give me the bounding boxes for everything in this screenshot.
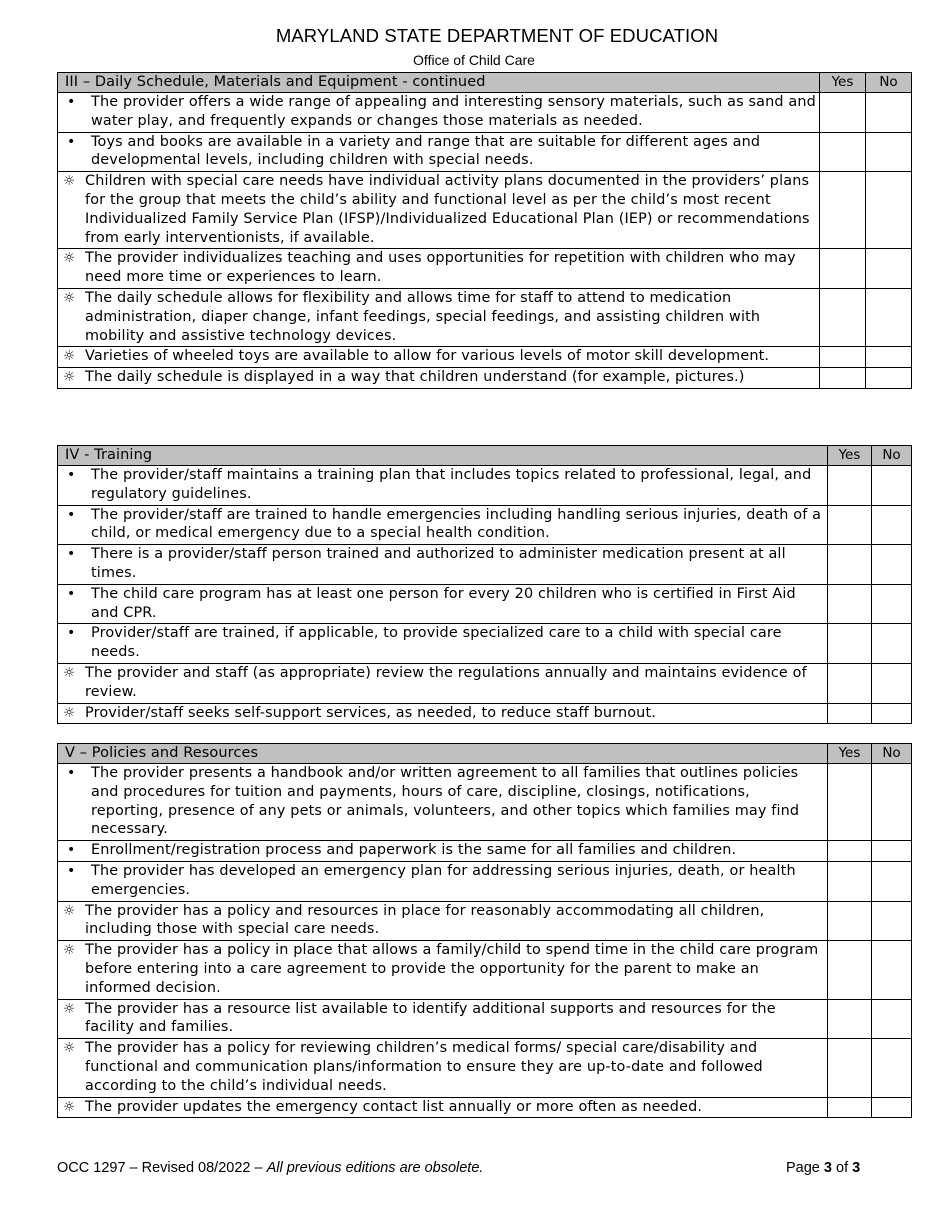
page-label: Page xyxy=(786,1160,820,1176)
bullet-icon: • xyxy=(67,94,76,110)
no-checkbox-cell[interactable] xyxy=(872,901,912,941)
no-checkbox-cell[interactable] xyxy=(866,368,912,389)
section-title-cell xyxy=(58,744,828,764)
requirement-item xyxy=(58,624,827,663)
yes-checkbox-cell[interactable] xyxy=(828,764,872,841)
sun-icon: ☼ xyxy=(63,704,76,721)
sun-icon: ☼ xyxy=(63,664,76,681)
page-total: 3 xyxy=(852,1160,861,1176)
requirement-cell xyxy=(58,764,828,841)
section-header-row xyxy=(58,73,912,93)
yes-column-header: Yes xyxy=(828,446,872,466)
no-checkbox-cell[interactable] xyxy=(872,764,912,841)
requirement-text: The provider presents a handbook and/or written agreement to all families that outlines policies and procedures for tuition and payments, hours of care, discipline, closings, notifications, reporting, presence of any pets or animals, volunteers, and other topics which families may find necessary. xyxy=(91,765,800,838)
section-table-v xyxy=(57,743,912,1118)
section-table-iv xyxy=(57,445,912,724)
bullet-icon: • xyxy=(67,842,76,859)
requirement-text: The provider individualizes teaching and uses opportunities for repetition with children who may need more time or experiences to learn. xyxy=(85,250,796,286)
requirement-text: Toys and books are available in a variety and range that are suitable for different ages and developmental levels, including children with special needs. xyxy=(91,133,761,169)
form-id: OCC 1297 – Revised 08/2022 – xyxy=(57,1160,263,1176)
requirement-cell xyxy=(58,347,820,368)
requirement-item xyxy=(58,133,819,172)
requirement-item xyxy=(58,841,827,861)
requirement-item xyxy=(58,764,827,840)
requirement-cell xyxy=(58,624,828,664)
requirement-text: Provider/staff seeks self-support services, as needed, to reduce staff burnout. xyxy=(85,704,656,721)
section-title: V – Policies and Resources xyxy=(65,745,259,761)
requirement-cell xyxy=(58,901,828,941)
section-header-row xyxy=(58,446,912,466)
requirement-item xyxy=(58,368,819,388)
yes-checkbox-cell[interactable] xyxy=(820,368,866,389)
no-checkbox-cell[interactable] xyxy=(872,663,912,703)
yes-checkbox-cell[interactable] xyxy=(828,703,872,724)
page-number xyxy=(786,1160,860,1176)
bullet-icon: • xyxy=(67,862,76,879)
checklist-row xyxy=(58,999,912,1039)
sun-icon: ☼ xyxy=(63,942,76,959)
no-checkbox-cell[interactable] xyxy=(866,172,912,249)
sun-icon: ☼ xyxy=(63,1000,76,1017)
section-title: IV - Training xyxy=(65,447,153,463)
requirement-item xyxy=(58,249,819,288)
no-column-header: No xyxy=(872,744,912,764)
no-checkbox-cell[interactable] xyxy=(866,288,912,346)
requirement-text: The provider/staff are trained to handle emergencies including handling serious injuries, death of a child, or medical emergency due to a special health condition. xyxy=(91,506,822,542)
yes-checkbox-cell[interactable] xyxy=(828,584,872,624)
section-header-row xyxy=(58,744,912,764)
checklist-row xyxy=(58,132,912,172)
requirement-text: The provider updates the emergency contact list annually or more often as needed. xyxy=(85,1098,703,1115)
requirement-item xyxy=(58,347,819,367)
requirement-cell xyxy=(58,505,828,545)
no-checkbox-cell[interactable] xyxy=(866,249,912,289)
yes-checkbox-cell[interactable] xyxy=(828,663,872,703)
yes-checkbox-cell[interactable] xyxy=(828,941,872,999)
requirement-text: The provider has a policy in place that allows a family/child to spend time in the child care program before entering into a care agreement to provide the opportunity for the parent to make an informed decision. xyxy=(85,942,819,996)
requirement-text: The provider has a resource list available to identify additional supports and resources for the facility and families. xyxy=(85,1000,776,1036)
checklist-row xyxy=(58,841,912,862)
no-checkbox-cell[interactable] xyxy=(872,545,912,585)
bullet-icon: • xyxy=(67,506,76,523)
requirement-cell xyxy=(58,861,828,901)
yes-checkbox-cell[interactable] xyxy=(820,172,866,249)
checklist-row xyxy=(58,1039,912,1097)
sun-icon: ☼ xyxy=(63,1040,76,1057)
yes-column-header: Yes xyxy=(828,744,872,764)
requirement-cell xyxy=(58,663,828,703)
requirement-text: The provider has a policy for reviewing children’s medical forms/ special care/disability and functional and communication plans/information to ensure they are up-to-date and followed according to the child’s individual needs. xyxy=(85,1040,763,1094)
requirement-item xyxy=(58,941,827,998)
requirement-text: The provider has developed an emergency plan for addressing serious injuries, death, or health emergencies. xyxy=(91,862,796,898)
requirement-text: The provider offers a wide range of appealing and interesting sensory materials, such as sand and water play, and frequently expands or changes those materials as needed. xyxy=(91,94,816,129)
section-title: III – Daily Schedule, Materials and Equipment - continued xyxy=(65,74,486,90)
requirement-cell xyxy=(58,172,820,249)
checklist-row xyxy=(58,663,912,703)
checklist-row xyxy=(58,584,912,624)
no-checkbox-cell[interactable] xyxy=(872,584,912,624)
requirement-item xyxy=(58,545,827,584)
no-checkbox-cell[interactable] xyxy=(872,1097,912,1118)
requirement-text: The daily schedule is displayed in a way that children understand (for example, pictures.) xyxy=(85,369,745,386)
requirement-cell xyxy=(58,132,820,172)
yes-checkbox-cell[interactable] xyxy=(828,545,872,585)
bullet-icon: • xyxy=(67,133,76,150)
no-checkbox-cell[interactable] xyxy=(872,841,912,862)
yes-checkbox-cell[interactable] xyxy=(828,624,872,664)
yes-checkbox-cell[interactable] xyxy=(820,132,866,172)
sun-icon: ☼ xyxy=(63,348,76,365)
requirement-item xyxy=(58,902,827,941)
yes-checkbox-cell[interactable] xyxy=(828,1039,872,1097)
sun-icon: ☼ xyxy=(63,1098,76,1115)
requirement-text: Provider/staff are trained, if applicable, to provide specialized care to a child with special care needs. xyxy=(91,625,782,661)
requirement-cell xyxy=(58,1039,828,1097)
requirement-text: The child care program has at least one person for every 20 children who is certified in First Aid and CPR. xyxy=(91,585,796,621)
requirement-text: Varieties of wheeled toys are available to allow for various levels of motor skill development. xyxy=(85,348,770,365)
no-checkbox-cell[interactable] xyxy=(872,624,912,664)
requirement-item xyxy=(58,172,819,248)
sun-icon: ☼ xyxy=(63,173,76,190)
checklist-row xyxy=(58,466,912,506)
no-column-header: No xyxy=(872,446,912,466)
checklist-row xyxy=(58,249,912,289)
checklist-row xyxy=(58,1097,912,1118)
requirement-cell xyxy=(58,941,828,999)
requirement-item xyxy=(58,1098,827,1118)
form-revision-footer xyxy=(57,1160,483,1176)
requirement-item xyxy=(58,585,827,624)
requirement-cell xyxy=(58,545,828,585)
sun-icon: ☼ xyxy=(63,369,76,386)
requirement-item xyxy=(58,704,827,724)
requirement-text: There is a provider/staff person trained and authorized to administer medication present at all times. xyxy=(91,546,786,581)
no-checkbox-cell[interactable] xyxy=(872,505,912,545)
requirement-item xyxy=(58,93,819,132)
bullet-icon: • xyxy=(67,467,76,483)
yes-checkbox-cell[interactable] xyxy=(820,249,866,289)
yes-column-header: Yes xyxy=(820,73,866,93)
checklist-row xyxy=(58,93,912,133)
requirement-cell xyxy=(58,584,828,624)
checklist-row xyxy=(58,901,912,941)
yes-checkbox-cell[interactable] xyxy=(828,841,872,862)
checklist-row xyxy=(58,368,912,389)
no-checkbox-cell[interactable] xyxy=(872,861,912,901)
page-current: 3 xyxy=(823,1160,832,1176)
obsolete-note: All previous editions are obsolete. xyxy=(266,1160,484,1176)
no-checkbox-cell[interactable] xyxy=(872,999,912,1039)
requirement-item xyxy=(58,1000,827,1039)
requirement-cell xyxy=(58,368,820,389)
document-title: MARYLAND STATE DEPARTMENT OF EDUCATION xyxy=(275,25,719,46)
requirement-text: Children with special care needs have individual activity plans documented in the providers’ plans for the group that meets the child’s ability and functional level as per the child’s most recent Individualized Family Service Plan (IFSP)/Individualized Educational Plan (IEP) or recommendations from early interventionists, if available. xyxy=(85,173,810,246)
no-column-header: No xyxy=(866,73,912,93)
sun-icon: ☼ xyxy=(63,250,76,267)
requirement-text: The provider/staff maintains a training plan that includes topics related to professional, legal, and regulatory guidelines. xyxy=(91,467,812,502)
checklist-row xyxy=(58,703,912,724)
requirement-cell xyxy=(58,703,828,724)
yes-checkbox-cell[interactable] xyxy=(828,505,872,545)
checklist-row xyxy=(58,505,912,545)
yes-checkbox-cell[interactable] xyxy=(820,347,866,368)
yes-checkbox-cell[interactable] xyxy=(820,93,866,133)
no-checkbox-cell[interactable] xyxy=(872,1039,912,1097)
requirement-item xyxy=(58,506,827,545)
section-table-iii xyxy=(57,72,912,389)
bullet-icon: • xyxy=(67,625,76,642)
section-title-cell xyxy=(58,446,828,466)
checklist-row xyxy=(58,861,912,901)
requirement-text: Enrollment/registration process and paperwork is the same for all families and children. xyxy=(91,842,737,859)
requirement-cell xyxy=(58,288,820,346)
requirement-cell xyxy=(58,1097,828,1118)
bullet-icon: • xyxy=(67,765,76,781)
sun-icon: ☼ xyxy=(63,902,76,919)
requirement-text: The provider has a policy and resources in place for reasonably accommodating all children, including those with special care needs. xyxy=(85,902,765,938)
requirement-cell xyxy=(58,93,820,133)
requirement-cell xyxy=(58,466,828,506)
section-title-cell xyxy=(58,73,820,93)
checklist-row xyxy=(58,172,912,249)
checklist-row xyxy=(58,941,912,999)
no-checkbox-cell[interactable] xyxy=(872,466,912,506)
checklist-row xyxy=(58,764,912,841)
requirement-text: The daily schedule allows for flexibility and allows time for staff to attend to medication administration, diaper change, infant feedings, special feedings, and assisting children with mobility and assistive technology devices. xyxy=(85,289,761,344)
requirement-cell xyxy=(58,249,820,289)
no-checkbox-cell[interactable] xyxy=(872,703,912,724)
requirement-item xyxy=(58,289,819,346)
bullet-icon: • xyxy=(67,585,76,602)
yes-checkbox-cell[interactable] xyxy=(828,1097,872,1118)
checklist-row xyxy=(58,624,912,664)
page-of: of xyxy=(836,1160,849,1176)
requirement-item xyxy=(58,664,827,703)
checklist-row xyxy=(58,545,912,585)
requirement-text: The provider and staff (as appropriate) review the regulations annually and maintains evidence of review. xyxy=(85,664,807,700)
requirement-cell xyxy=(58,841,828,862)
yes-checkbox-cell[interactable] xyxy=(828,861,872,901)
checklist-row xyxy=(58,347,912,368)
yes-checkbox-cell[interactable] xyxy=(828,466,872,506)
requirement-cell xyxy=(58,999,828,1039)
checklist-row xyxy=(58,288,912,346)
yes-checkbox-cell[interactable] xyxy=(828,901,872,941)
bullet-icon: • xyxy=(67,546,76,563)
requirement-item xyxy=(58,862,827,901)
yes-checkbox-cell[interactable] xyxy=(828,999,872,1039)
no-checkbox-cell[interactable] xyxy=(866,132,912,172)
no-checkbox-cell[interactable] xyxy=(872,941,912,999)
yes-checkbox-cell[interactable] xyxy=(820,288,866,346)
requirement-item xyxy=(58,466,827,505)
no-checkbox-cell[interactable] xyxy=(866,347,912,368)
sun-icon: ☼ xyxy=(63,289,76,306)
no-checkbox-cell[interactable] xyxy=(866,93,912,133)
requirement-item xyxy=(58,1039,827,1096)
document-subtitle: Office of Child Care xyxy=(413,52,535,68)
